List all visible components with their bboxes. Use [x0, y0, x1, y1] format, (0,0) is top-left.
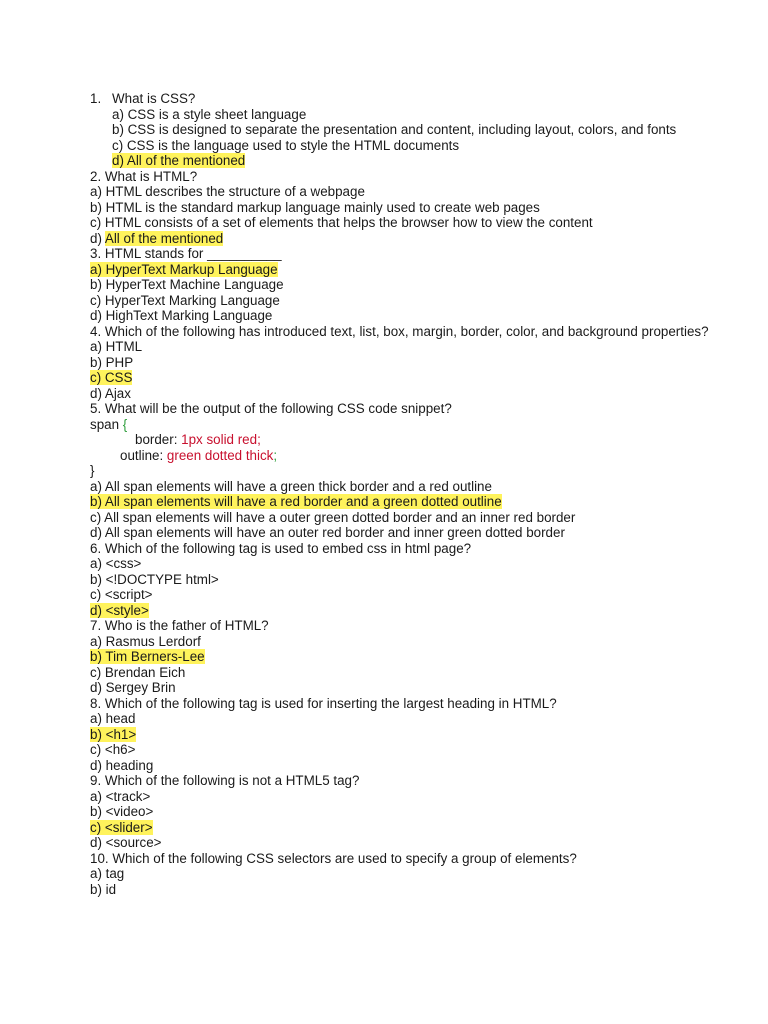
question-3-option-c: c) HyperText Marking Language — [90, 292, 280, 308]
question-3: 3. HTML stands for __________ — [90, 246, 282, 261]
question-1 — [90, 91, 730, 107]
question-5: 5. What will be the output of the following CSS code snippet? — [90, 401, 452, 416]
question-1-answer: All of the mentioned — [126, 153, 246, 168]
question-2-option-d-prefix: d) — [90, 230, 105, 246]
question-9-option-b: b) <video> — [90, 804, 154, 819]
question-9-option-c — [90, 820, 730, 836]
question-9-option-a: a) <track> — [90, 788, 151, 804]
question-7-option-b — [90, 649, 730, 665]
question-9-option-d: d) <source> — [90, 835, 162, 850]
question-8-option-a: a) head — [90, 711, 136, 726]
code-outline-property: outline: — [120, 447, 167, 463]
code-selector-line — [90, 417, 730, 433]
question-4-option-d: d) Ajax — [90, 385, 131, 401]
question-8-option-d: d) heading — [90, 757, 154, 773]
question-6-option-b: b) <!DOCTYPE html> — [90, 571, 219, 587]
question-4-option-b: b) PHP — [90, 354, 134, 370]
question-3-answer: a) HyperText Markup Language — [90, 261, 278, 277]
question-9-answer: c) <slider> — [90, 819, 153, 835]
question-2-option-c: c) HTML consists of a set of elements that helps the browser how to view the content — [90, 215, 593, 230]
question-1-option-a: a) CSS is a style sheet language — [112, 106, 307, 122]
question-5-answer: b) All span elements will have a red border and a green dotted outline — [90, 494, 502, 509]
code-selector: span — [90, 416, 123, 432]
question-10: 10. Which of the following CSS selectors are used to specify a group of elements? — [90, 850, 577, 866]
question-1-option-b: b) CSS is designed to separate the presentation and content, including layout, colors, and fonts — [112, 122, 677, 137]
question-7-answer: b) Tim Berners-Lee — [90, 649, 205, 664]
code-outline-line — [90, 448, 730, 464]
question-8-option-c: c) <h6> — [90, 742, 136, 757]
code-outline-semicolon: ; — [273, 447, 278, 463]
question-4-answer: c) CSS — [90, 370, 133, 385]
question-8-option-b — [90, 727, 730, 743]
question-1-text: What is CSS? — [112, 91, 196, 106]
question-2: 2. What is HTML? — [90, 168, 198, 184]
code-border-property: border: — [135, 432, 182, 447]
question-1-number: 1. — [90, 91, 102, 106]
question-3-option-b: b) HyperText Machine Language — [90, 277, 284, 292]
question-5-option-b — [90, 494, 730, 510]
question-6-option-c: c) <script> — [90, 587, 153, 602]
question-4-option-c — [90, 370, 730, 386]
question-7-option-a: a) Rasmus Lerdorf — [90, 633, 201, 649]
code-open-brace: { — [122, 416, 128, 432]
code-border-line — [90, 432, 730, 448]
question-1-option-c: c) CSS is the language used to style the HTML documents — [112, 137, 460, 153]
question-9: 9. Which of the following is not a HTML5 tag? — [90, 773, 360, 788]
question-8-answer: b) <h1> — [90, 726, 137, 742]
question-8: 8. Which of the following tag is used for inserting the largest heading in HTML? — [90, 695, 557, 711]
question-6-option-a: a) <css> — [90, 556, 142, 571]
question-6-option-d — [90, 603, 730, 619]
code-border-semicolon: ; — [257, 432, 261, 447]
question-1-option-d-prefix: d) — [112, 153, 127, 168]
question-2-option-b: b) HTML is the standard markup language mainly used to create web pages — [90, 199, 540, 215]
question-10-option-a: a) tag — [90, 866, 125, 881]
question-1-option-d — [90, 153, 730, 169]
quiz-document — [90, 91, 730, 897]
question-10-option-b: b) id — [90, 881, 117, 897]
question-2-option-d — [90, 231, 730, 247]
code-close-brace: } — [90, 463, 95, 478]
question-7: 7. Who is the father of HTML? — [90, 618, 269, 633]
question-7-option-d: d) Sergey Brin — [90, 680, 176, 695]
question-3-option-d: d) HighText Marking Language — [90, 308, 273, 323]
question-6-answer: d) <style> — [90, 602, 149, 618]
question-4-option-a: a) HTML — [90, 339, 143, 354]
question-4: 4. Which of the following has introduced text, list, box, margin, border, color, and background properties? — [90, 323, 709, 339]
question-6: 6. Which of the following tag is used to embed css in html page? — [90, 540, 472, 556]
question-3-option-a — [90, 262, 730, 278]
question-2-answer: All of the mentioned — [104, 230, 224, 246]
code-outline-value: green dotted thick — [166, 447, 274, 463]
question-2-option-a: a) HTML describes the structure of a webpage — [90, 184, 365, 199]
question-5-option-d: d) All span elements will have an outer red border and inner green dotted border — [90, 525, 565, 540]
question-5-option-c: c) All span elements will have a outer green dotted border and an inner red border — [90, 509, 576, 525]
question-5-option-a: a) All span elements will have a green thick border and a red outline — [90, 478, 492, 494]
code-border-value: 1px solid red — [181, 432, 258, 447]
question-7-option-c: c) Brendan Eich — [90, 664, 186, 680]
